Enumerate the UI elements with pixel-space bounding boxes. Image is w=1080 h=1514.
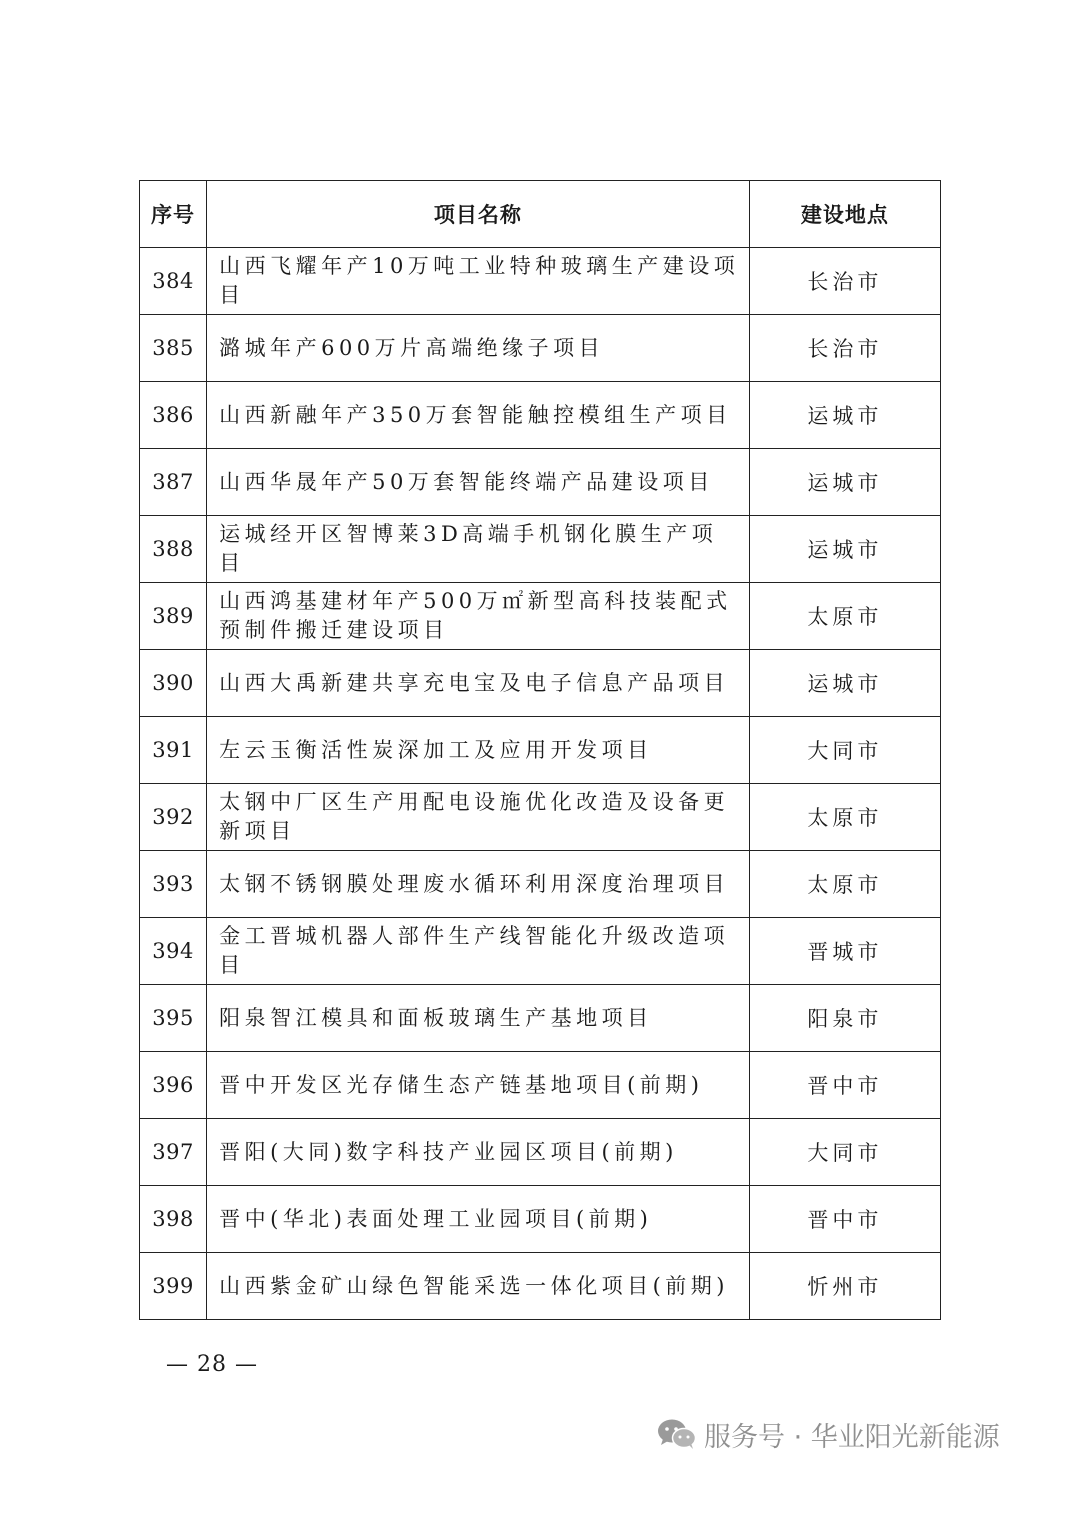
table-row [140,650,941,717]
header-location: 建设地点 [749,181,940,248]
row-serial-number: 384 [140,248,207,315]
row-project-name: 山西紫金矿山绿色智能采选一体化项目(前期) [207,1253,750,1320]
table-row [140,851,941,918]
row-serial-number: 388 [140,516,207,583]
row-location: 运城市 [749,382,940,449]
header-project-name: 项目名称 [207,181,750,248]
row-location: 运城市 [749,449,940,516]
table-header-row [140,181,941,248]
row-location: 忻州市 [749,1253,940,1320]
row-location: 太原市 [749,583,940,650]
row-location: 长治市 [749,315,940,382]
table-row [140,449,941,516]
row-project-name: 晋中(华北)表面处理工业园项目(前期) [207,1186,750,1253]
row-location: 太原市 [749,784,940,851]
row-serial-number: 391 [140,717,207,784]
row-serial-number: 389 [140,583,207,650]
table-row [140,382,941,449]
table-row [140,248,941,315]
table-row [140,918,941,985]
row-project-name: 山西华晟年产50万套智能终端产品建设项目 [207,449,750,516]
row-location: 阳泉市 [749,985,940,1052]
row-serial-number: 394 [140,918,207,985]
row-location: 晋中市 [749,1052,940,1119]
table-row [140,784,941,851]
table-row [140,1119,941,1186]
row-project-name: 山西新融年产350万套智能触控模组生产项目 [207,382,750,449]
row-project-name: 阳泉智江模具和面板玻璃生产基地项目 [207,985,750,1052]
row-project-name: 太钢中厂区生产用配电设施优化改造及设备更新项目 [207,784,750,851]
row-location: 大同市 [749,1119,940,1186]
row-project-name: 金工晋城机器人部件生产线智能化升级改造项目 [207,918,750,985]
table-row [140,1253,941,1320]
row-serial-number: 385 [140,315,207,382]
row-serial-number: 396 [140,1052,207,1119]
table-row [140,516,941,583]
row-project-name: 山西大禹新建共享充电宝及电子信息产品项目 [207,650,750,717]
wechat-icon [656,1417,698,1451]
table-row [140,1186,941,1253]
row-location: 长治市 [749,248,940,315]
table-row [140,985,941,1052]
row-project-name: 山西飞耀年产10万吨工业特种玻璃生产建设项目 [207,248,750,315]
row-location: 大同市 [749,717,940,784]
row-project-name: 潞城年产600万片高端绝缘子项目 [207,315,750,382]
row-serial-number: 398 [140,1186,207,1253]
row-serial-number: 387 [140,449,207,516]
table-row [140,583,941,650]
row-location: 运城市 [749,650,940,717]
wechat-watermark [656,1417,1000,1451]
row-project-name: 晋中开发区光存储生态产链基地项目(前期) [207,1052,750,1119]
row-serial-number: 395 [140,985,207,1052]
row-project-name: 太钢不锈钢膜处理废水循环利用深度治理项目 [207,851,750,918]
header-serial-number: 序号 [140,181,207,248]
table-row [140,315,941,382]
table-row [140,717,941,784]
row-serial-number: 392 [140,784,207,851]
row-serial-number: 386 [140,382,207,449]
project-table [139,180,941,1320]
page-number: — 28 — [166,1352,258,1377]
row-location: 太原市 [749,851,940,918]
row-serial-number: 399 [140,1253,207,1320]
row-project-name: 山西鸿基建材年产500万㎡新型高科技装配式预制件搬迁建设项目 [207,583,750,650]
row-location: 晋城市 [749,918,940,985]
row-project-name: 运城经开区智博莱3D高端手机钢化膜生产项目 [207,516,750,583]
row-serial-number: 393 [140,851,207,918]
row-location: 运城市 [749,516,940,583]
row-project-name: 左云玉衡活性炭深加工及应用开发项目 [207,717,750,784]
row-serial-number: 390 [140,650,207,717]
row-serial-number: 397 [140,1119,207,1186]
row-project-name: 晋阳(大同)数字科技产业园区项目(前期) [207,1119,750,1186]
table-row [140,1052,941,1119]
row-location: 晋中市 [749,1186,940,1253]
watermark-text: 服务号 · 华业阳光新能源 [704,1421,1000,1453]
